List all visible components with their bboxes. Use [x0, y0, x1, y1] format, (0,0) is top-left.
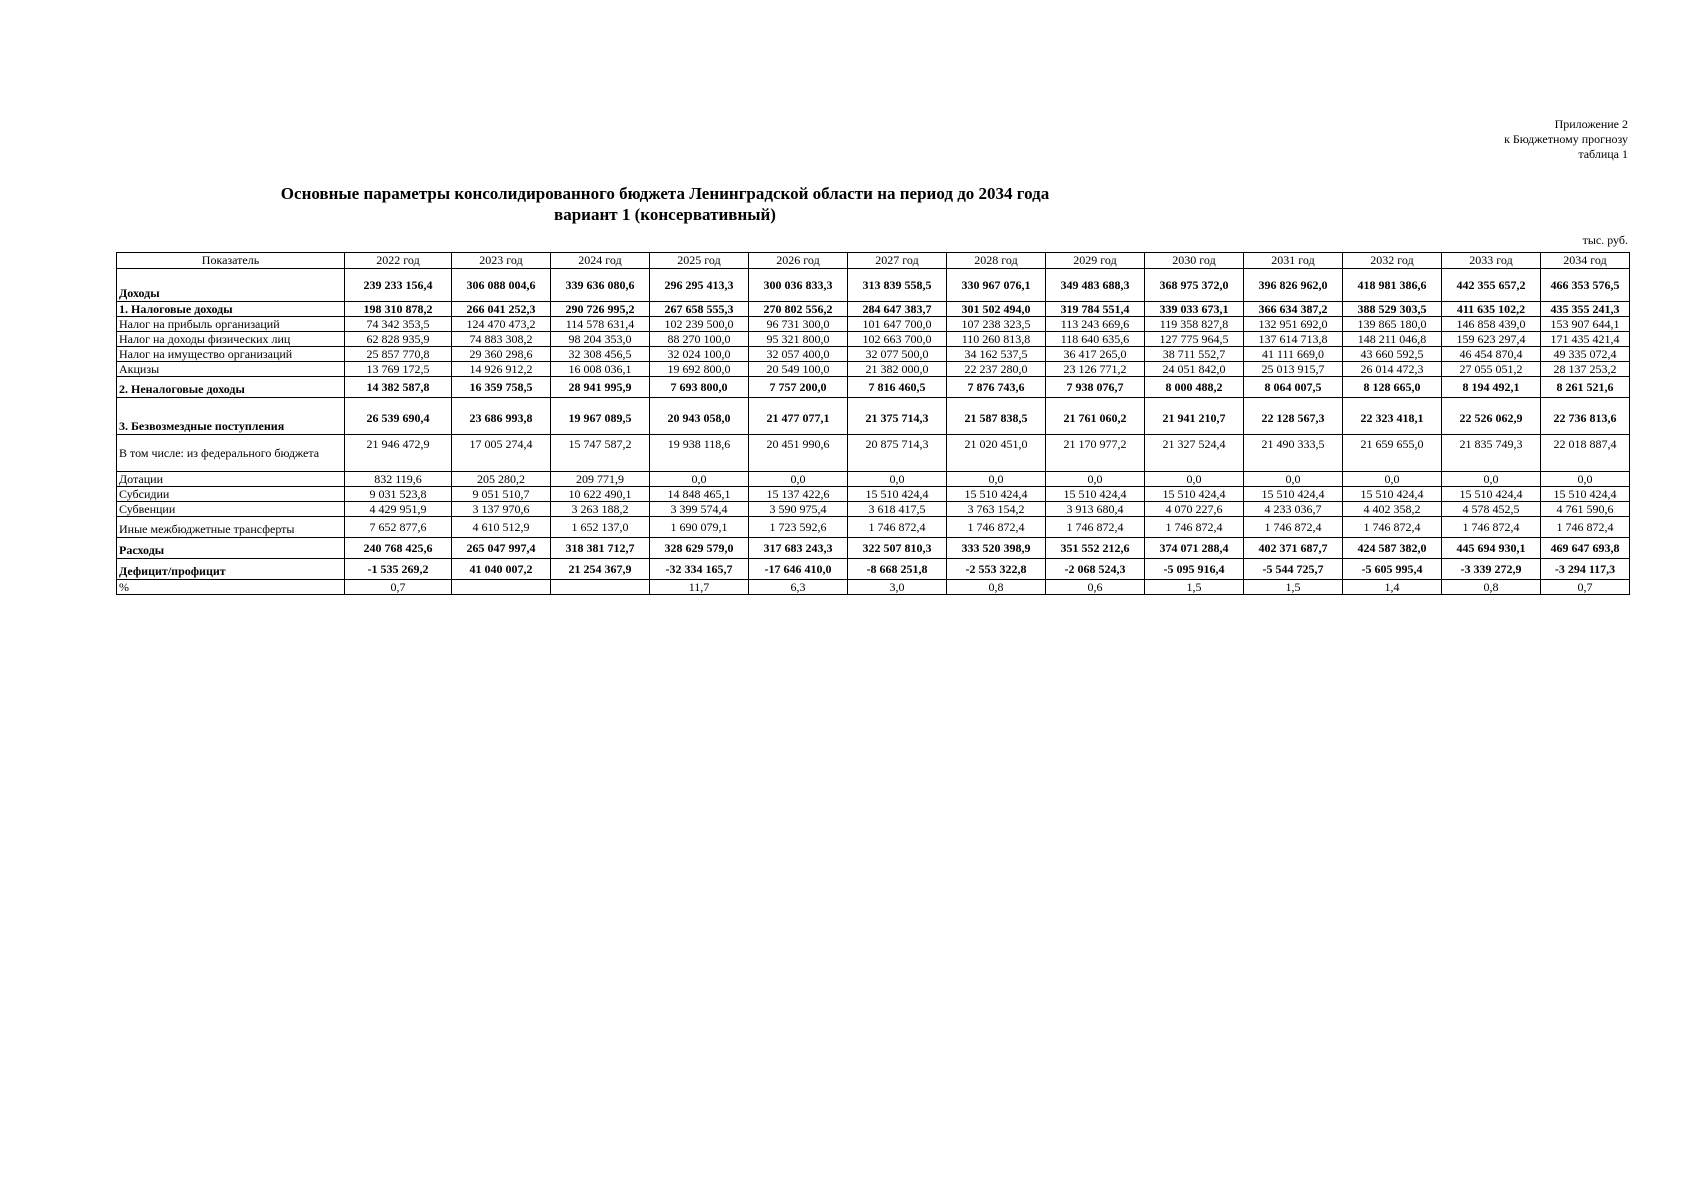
table-cell: 4 761 590,6	[1541, 502, 1630, 517]
table-cell: 0,0	[1145, 472, 1244, 487]
row-label: Иные межбюджетные трансферты	[117, 517, 345, 538]
table-cell: 124 470 473,2	[452, 317, 551, 332]
table-cell: 328 629 579,0	[650, 538, 749, 559]
row-label: 1. Налоговые доходы	[117, 302, 345, 317]
row-label: Расходы	[117, 538, 345, 559]
table-cell: 7 652 877,6	[345, 517, 452, 538]
table-cell: 21 254 367,9	[551, 559, 650, 580]
table-cell: 41 111 669,0	[1244, 347, 1343, 362]
table-cell: 366 634 387,2	[1244, 302, 1343, 317]
table-cell: 0,0	[1046, 472, 1145, 487]
table-body	[117, 269, 1630, 595]
table-cell: 22 736 813,6	[1541, 398, 1630, 435]
table-cell: 21 835 749,3	[1442, 435, 1541, 472]
column-header-year: 2025 год	[650, 253, 749, 269]
table-cell: 28 941 995,9	[551, 377, 650, 398]
table-cell: 330 967 076,1	[947, 269, 1046, 302]
table-cell: 148 211 046,8	[1343, 332, 1442, 347]
table-cell: -3 339 272,9	[1442, 559, 1541, 580]
appendix-line-1: Приложение 2	[1554, 117, 1628, 131]
table-cell: 402 371 687,7	[1244, 538, 1343, 559]
table-cell: 339 636 080,6	[551, 269, 650, 302]
table-cell: 15 510 424,4	[1343, 487, 1442, 502]
table-cell: 8 194 492,1	[1442, 377, 1541, 398]
table-cell: 19 938 118,6	[650, 435, 749, 472]
table-cell: 3 137 970,6	[452, 502, 551, 517]
table-cell: 4 610 512,9	[452, 517, 551, 538]
table-cell: 418 981 386,6	[1343, 269, 1442, 302]
table-cell: 21 659 655,0	[1343, 435, 1442, 472]
table-row	[117, 580, 1630, 595]
table-cell: 102 239 500,0	[650, 317, 749, 332]
table-cell: 15 747 587,2	[551, 435, 650, 472]
column-header-year: 2031 год	[1244, 253, 1343, 269]
table-cell: 21 587 838,5	[947, 398, 1046, 435]
table-cell: 435 355 241,3	[1541, 302, 1630, 317]
table-cell: 240 768 425,6	[345, 538, 452, 559]
table-cell: 1 723 592,6	[749, 517, 848, 538]
table-cell: 119 358 827,8	[1145, 317, 1244, 332]
table-row	[117, 559, 1630, 580]
table-cell: 9 051 510,7	[452, 487, 551, 502]
table-cell: 265 047 997,4	[452, 538, 551, 559]
row-label: Акцизы	[117, 362, 345, 377]
table-cell: 1 746 872,4	[1145, 517, 1244, 538]
row-label: %	[117, 580, 345, 595]
table-cell: 4 578 452,5	[1442, 502, 1541, 517]
table-cell: 49 335 072,4	[1541, 347, 1630, 362]
column-header-year: 2030 год	[1145, 253, 1244, 269]
table-cell: 239 233 156,4	[345, 269, 452, 302]
table-cell: 1 746 872,4	[1541, 517, 1630, 538]
table-cell: 62 828 935,9	[345, 332, 452, 347]
table-cell: 21 761 060,2	[1046, 398, 1145, 435]
table-cell: 14 382 587,8	[345, 377, 452, 398]
table-cell: 3 913 680,4	[1046, 502, 1145, 517]
column-header-year: 2033 год	[1442, 253, 1541, 269]
column-header-year: 2028 год	[947, 253, 1046, 269]
table-cell: 13 769 172,5	[345, 362, 452, 377]
table-cell: 469 647 693,8	[1541, 538, 1630, 559]
title-line-2: вариант 1 (консервативный)	[554, 205, 776, 224]
table-cell: 1,4	[1343, 580, 1442, 595]
table-row	[117, 517, 1630, 538]
table-cell: 8 000 488,2	[1145, 377, 1244, 398]
title-line-1: Основные параметры консолидированного бюджета Ленинградской области на период до 2034 года	[280, 184, 1050, 203]
table-cell: 159 623 297,4	[1442, 332, 1541, 347]
table-cell: 1 652 137,0	[551, 517, 650, 538]
table-cell: 96 731 300,0	[749, 317, 848, 332]
table-cell: 368 975 372,0	[1145, 269, 1244, 302]
table-cell: 27 055 051,2	[1442, 362, 1541, 377]
table-row	[117, 472, 1630, 487]
table-row	[117, 317, 1630, 332]
table-cell: 171 435 421,4	[1541, 332, 1630, 347]
table-cell: 114 578 631,4	[551, 317, 650, 332]
row-label: 3. Безвозмездные поступления	[117, 398, 345, 435]
table-cell: 0,0	[749, 472, 848, 487]
table-cell: 34 162 537,5	[947, 347, 1046, 362]
table-cell: 0,0	[1343, 472, 1442, 487]
table-cell: 20 943 058,0	[650, 398, 749, 435]
table-cell: 296 295 413,3	[650, 269, 749, 302]
table-cell: 21 170 977,2	[1046, 435, 1145, 472]
table-cell: 8 128 665,0	[1343, 377, 1442, 398]
table-cell: 15 510 424,4	[1541, 487, 1630, 502]
table-cell: 322 507 810,3	[848, 538, 947, 559]
table-cell: 21 946 472,9	[345, 435, 452, 472]
table-cell: 19 967 089,5	[551, 398, 650, 435]
table-cell: 0,8	[947, 580, 1046, 595]
row-label: Субвенции	[117, 502, 345, 517]
appendix-line-2: к Бюджетному прогнозу	[1504, 132, 1628, 146]
table-cell: 7 693 800,0	[650, 377, 749, 398]
table-cell: -5 095 916,4	[1145, 559, 1244, 580]
row-label: Субсидии	[117, 487, 345, 502]
table-cell: 139 865 180,0	[1343, 317, 1442, 332]
table-row	[117, 347, 1630, 362]
table-cell: 3 399 574,4	[650, 502, 749, 517]
table-cell: -5 544 725,7	[1244, 559, 1343, 580]
table-cell	[452, 580, 551, 595]
table-cell: 198 310 878,2	[345, 302, 452, 317]
table-row	[117, 487, 1630, 502]
table-cell: 388 529 303,5	[1343, 302, 1442, 317]
table-cell: 110 260 813,8	[947, 332, 1046, 347]
table-cell: -2 068 524,3	[1046, 559, 1145, 580]
table-cell: 205 280,2	[452, 472, 551, 487]
table-cell: 3 263 188,2	[551, 502, 650, 517]
column-header-indicator: Показатель	[117, 253, 345, 269]
row-label: Доходы	[117, 269, 345, 302]
table-cell: 74 883 308,2	[452, 332, 551, 347]
table-row	[117, 302, 1630, 317]
table-cell: 0,7	[345, 580, 452, 595]
table-cell: 88 270 100,0	[650, 332, 749, 347]
table-cell: 25 857 770,8	[345, 347, 452, 362]
table-cell: 29 360 298,6	[452, 347, 551, 362]
table-cell: 7 938 076,7	[1046, 377, 1145, 398]
table-cell: 24 051 842,0	[1145, 362, 1244, 377]
column-header-year: 2027 год	[848, 253, 947, 269]
table-cell: 0,0	[650, 472, 749, 487]
table-cell: 3 618 417,5	[848, 502, 947, 517]
appendix-line-3: таблица 1	[1578, 147, 1628, 161]
table-cell: 23 686 993,8	[452, 398, 551, 435]
table-cell: 15 510 424,4	[848, 487, 947, 502]
row-label: Дотации	[117, 472, 345, 487]
table-cell: 113 243 669,6	[1046, 317, 1145, 332]
table-cell: 0,0	[947, 472, 1046, 487]
table-cell: 0,0	[848, 472, 947, 487]
table-cell: 46 454 870,4	[1442, 347, 1541, 362]
table-cell: 10 622 490,1	[551, 487, 650, 502]
table-cell: 32 077 500,0	[848, 347, 947, 362]
table-cell: 21 490 333,5	[1244, 435, 1343, 472]
table-cell: 349 483 688,3	[1046, 269, 1145, 302]
table-cell: 832 119,6	[345, 472, 452, 487]
table-cell: 3 763 154,2	[947, 502, 1046, 517]
table-cell: 318 381 712,7	[551, 538, 650, 559]
table-cell: 22 323 418,1	[1343, 398, 1442, 435]
table-cell: 20 875 714,3	[848, 435, 947, 472]
table-cell: 7 816 460,5	[848, 377, 947, 398]
table-cell: 1,5	[1145, 580, 1244, 595]
table-cell	[551, 580, 650, 595]
table-cell: 36 417 265,0	[1046, 347, 1145, 362]
table-cell: 0,6	[1046, 580, 1145, 595]
table-cell: 28 137 253,2	[1541, 362, 1630, 377]
units-label: тыс. руб.	[1582, 233, 1628, 247]
table-cell: 424 587 382,0	[1343, 538, 1442, 559]
table-cell: 7 757 200,0	[749, 377, 848, 398]
table-cell: 1 746 872,4	[848, 517, 947, 538]
table-cell: 102 663 700,0	[848, 332, 947, 347]
table-cell: 21 327 524,4	[1145, 435, 1244, 472]
table-cell: 1,5	[1244, 580, 1343, 595]
column-header-year: 2026 год	[749, 253, 848, 269]
table-cell: 4 070 227,6	[1145, 502, 1244, 517]
table-cell: 15 137 422,6	[749, 487, 848, 502]
table-row	[117, 398, 1630, 435]
row-label: В том числе: из федерального бюджета	[117, 435, 345, 472]
table-cell: 25 013 915,7	[1244, 362, 1343, 377]
table-cell: 21 020 451,0	[947, 435, 1046, 472]
table-cell: 74 342 353,5	[345, 317, 452, 332]
table-cell: 209 771,9	[551, 472, 650, 487]
table-cell: 445 694 930,1	[1442, 538, 1541, 559]
table-cell: 101 647 700,0	[848, 317, 947, 332]
table-cell: 15 510 424,4	[1244, 487, 1343, 502]
table-cell: 301 502 494,0	[947, 302, 1046, 317]
table-cell: 38 711 552,7	[1145, 347, 1244, 362]
appendix-note	[1504, 117, 1628, 162]
table-cell: -5 605 995,4	[1343, 559, 1442, 580]
table-row	[117, 332, 1630, 347]
table-cell: 20 451 990,6	[749, 435, 848, 472]
table-cell: -32 334 165,7	[650, 559, 749, 580]
table-cell: 4 402 358,2	[1343, 502, 1442, 517]
table-cell: 137 614 713,8	[1244, 332, 1343, 347]
table-cell: 22 237 280,0	[947, 362, 1046, 377]
table-cell: 411 635 102,2	[1442, 302, 1541, 317]
column-header-year: 2029 год	[1046, 253, 1145, 269]
table-cell: 8 064 007,5	[1244, 377, 1343, 398]
table-cell: 313 839 558,5	[848, 269, 947, 302]
table-cell: 107 238 323,5	[947, 317, 1046, 332]
table-cell: 339 033 673,1	[1145, 302, 1244, 317]
table-cell: 20 549 100,0	[749, 362, 848, 377]
table-cell: -1 535 269,2	[345, 559, 452, 580]
table-cell: -2 553 322,8	[947, 559, 1046, 580]
table-cell: 1 746 872,4	[947, 517, 1046, 538]
column-header-year: 2023 год	[452, 253, 551, 269]
table-cell: 319 784 551,4	[1046, 302, 1145, 317]
table-cell: 15 510 424,4	[1046, 487, 1145, 502]
table-cell: -3 294 117,3	[1541, 559, 1630, 580]
table-cell: 7 876 743,6	[947, 377, 1046, 398]
column-header-year: 2024 год	[551, 253, 650, 269]
table-row	[117, 269, 1630, 302]
table-cell: 3,0	[848, 580, 947, 595]
table-cell: 21 382 000,0	[848, 362, 947, 377]
table-cell: 284 647 383,7	[848, 302, 947, 317]
table-cell: 333 520 398,9	[947, 538, 1046, 559]
table-cell: 290 726 995,2	[551, 302, 650, 317]
table-cell: 4 429 951,9	[345, 502, 452, 517]
table-cell: 9 031 523,8	[345, 487, 452, 502]
table-cell: 21 375 714,3	[848, 398, 947, 435]
table-cell: 11,7	[650, 580, 749, 595]
budget-table	[116, 252, 1630, 595]
table-cell: 22 128 567,3	[1244, 398, 1343, 435]
table-header-row	[117, 253, 1630, 269]
row-label: 2. Неналоговые доходы	[117, 377, 345, 398]
table-cell: 21 477 077,1	[749, 398, 848, 435]
table-row	[117, 435, 1630, 472]
table-cell: 153 907 644,1	[1541, 317, 1630, 332]
row-label: Налог на прибыль организаций	[117, 317, 345, 332]
row-label: Налог на доходы физических лиц	[117, 332, 345, 347]
table-cell: 3 590 975,4	[749, 502, 848, 517]
table-cell: 22 018 887,4	[1541, 435, 1630, 472]
table-cell: 351 552 212,6	[1046, 538, 1145, 559]
table-cell: 8 261 521,6	[1541, 377, 1630, 398]
column-header-year: 2032 год	[1343, 253, 1442, 269]
table-cell: 1 690 079,1	[650, 517, 749, 538]
column-header-year: 2022 год	[345, 253, 452, 269]
table-cell: 43 660 592,5	[1343, 347, 1442, 362]
table-cell: 14 848 465,1	[650, 487, 749, 502]
table-cell: 22 526 062,9	[1442, 398, 1541, 435]
table-cell: 118 640 635,6	[1046, 332, 1145, 347]
table-cell: 95 321 800,0	[749, 332, 848, 347]
table-cell: 4 233 036,7	[1244, 502, 1343, 517]
row-label: Налог на имущество организаций	[117, 347, 345, 362]
table-cell: 16 008 036,1	[551, 362, 650, 377]
table-cell: 396 826 962,0	[1244, 269, 1343, 302]
table-cell: 19 692 800,0	[650, 362, 749, 377]
table-row	[117, 538, 1630, 559]
table-cell: 1 746 872,4	[1046, 517, 1145, 538]
table-cell: 306 088 004,6	[452, 269, 551, 302]
table-cell: 0,8	[1442, 580, 1541, 595]
table-cell: 14 926 912,2	[452, 362, 551, 377]
table-cell: 41 040 007,2	[452, 559, 551, 580]
table-cell: 1 746 872,4	[1244, 517, 1343, 538]
table-cell: 6,3	[749, 580, 848, 595]
table-cell: 0,0	[1442, 472, 1541, 487]
row-label: Дефицит/профицит	[117, 559, 345, 580]
table-cell: 1 746 872,4	[1343, 517, 1442, 538]
table-cell: 15 510 424,4	[1442, 487, 1541, 502]
table-cell: 300 036 833,3	[749, 269, 848, 302]
table-cell: 442 355 657,2	[1442, 269, 1541, 302]
table-cell: 17 005 274,4	[452, 435, 551, 472]
table-cell: 1 746 872,4	[1442, 517, 1541, 538]
table-cell: 98 204 353,0	[551, 332, 650, 347]
table-cell: 16 359 758,5	[452, 377, 551, 398]
table-cell: 32 024 100,0	[650, 347, 749, 362]
table-cell: 466 353 576,5	[1541, 269, 1630, 302]
table-cell: 32 308 456,5	[551, 347, 650, 362]
table-cell: 15 510 424,4	[1145, 487, 1244, 502]
table-row	[117, 377, 1630, 398]
table-cell: 374 071 288,4	[1145, 538, 1244, 559]
table-cell: 21 941 210,7	[1145, 398, 1244, 435]
table-cell: 23 126 771,2	[1046, 362, 1145, 377]
table-cell: 15 510 424,4	[947, 487, 1046, 502]
table-cell: -17 646 410,0	[749, 559, 848, 580]
table-cell: 127 775 964,5	[1145, 332, 1244, 347]
table-cell: 266 041 252,3	[452, 302, 551, 317]
table-cell: 270 802 556,2	[749, 302, 848, 317]
table-cell: 0,7	[1541, 580, 1630, 595]
table-row	[117, 362, 1630, 377]
table-cell: 32 057 400,0	[749, 347, 848, 362]
table-cell: 146 858 439,0	[1442, 317, 1541, 332]
table-cell: 26 014 472,3	[1343, 362, 1442, 377]
table-cell: 26 539 690,4	[345, 398, 452, 435]
table-row	[117, 502, 1630, 517]
table-cell: 317 683 243,3	[749, 538, 848, 559]
table-cell: 267 658 555,3	[650, 302, 749, 317]
table-cell: 0,0	[1541, 472, 1630, 487]
column-header-year: 2034 год	[1541, 253, 1630, 269]
table-cell: 132 951 692,0	[1244, 317, 1343, 332]
table-cell: -8 668 251,8	[848, 559, 947, 580]
document-title	[0, 183, 1330, 225]
table-cell: 0,0	[1244, 472, 1343, 487]
